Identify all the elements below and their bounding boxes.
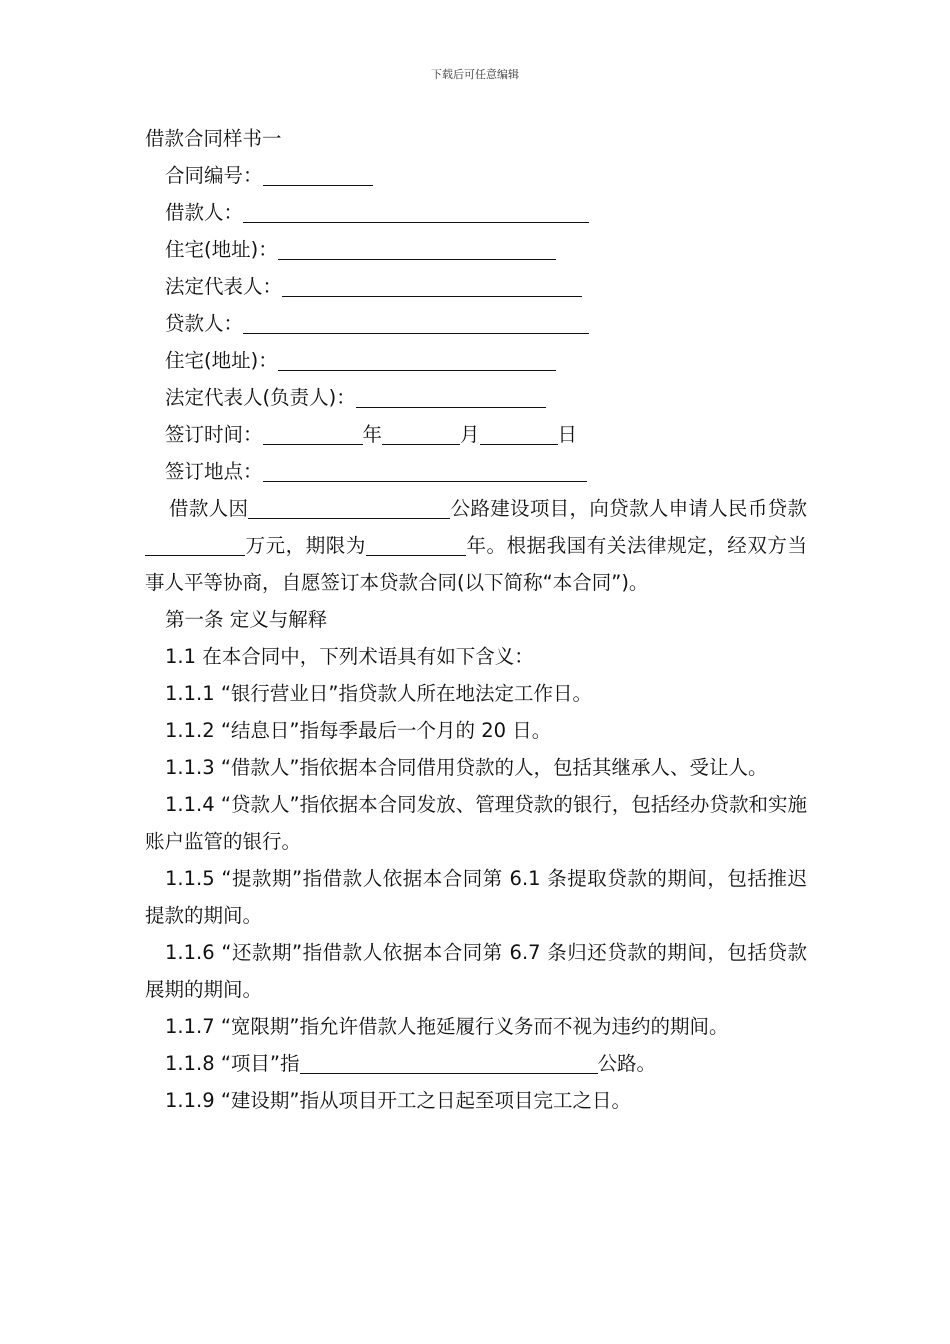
article-1-heading: 第一条 定义与解释 [165,608,328,631]
lender-field [145,305,807,342]
clause-1-1-3: 1.1.3 “借款人”指依据本合同借用贷款的人，包括其继承人、受让人。 [165,756,768,779]
borrower-address-field [145,231,807,268]
sign-day-blank [480,422,558,445]
clause-1-1-7: 1.1.7 “宽限期”指允许借款人拖延履行义务而不视为违约的期间。 [165,1015,729,1038]
clause-1-1: 1.1 在本合同中，下列术语具有如下含义： [165,645,534,668]
contract-body [145,120,807,1119]
intro-paragraph [145,490,807,601]
clause-1-1-2: 1.1.2 “结息日”指每季最后一个月的 20 日。 [165,719,552,742]
project-blank [300,1051,598,1074]
intro-text-d: 年。根据我国有关法律规定，经双方当事人平等协商，自愿签订本贷款合同(以下简称“本合同”)。 [145,534,807,594]
year-label: 年 [362,423,383,446]
lender-rep-label: 法定代表人(负责人)： [165,386,356,409]
lender-address-field [145,342,807,379]
loan-amount-blank [145,533,245,556]
contract-number-field [145,157,807,194]
intro-text-c: 万元，期限为 [245,534,366,557]
clause-1-1-8 [145,1045,807,1082]
lender-label: 贷款人： [165,312,244,335]
borrower-rep-field [145,268,807,305]
borrower-blank [243,200,589,223]
page-header: 下载后可任意编辑 [431,68,519,81]
lender-blank [243,311,589,334]
borrower-address-blank [278,237,556,260]
sign-place-label: 签订地点： [165,460,263,483]
clause-1-1-6: 1.1.6 “还款期”指借款人依据本合同第 6.7 条归还贷款的期间，包括贷款展期的期间。 [145,941,807,1001]
intro-text-b: 公路建设项目，向贷款人申请人民币贷款 [450,497,807,520]
lender-rep-blank [356,385,546,408]
clause-1-1-8-text-b: 公路。 [597,1052,657,1075]
document-title: 借款合同样书一 [145,127,282,150]
borrower-rep-blank [282,274,582,297]
borrower-field [145,194,807,231]
contract-number-blank [263,163,373,186]
clause-1-1-5: 1.1.5 “提款期”指借款人依据本合同第 6.1 条提取贷款的期间，包括推迟提款的期间。 [145,867,807,927]
borrower-label: 借款人： [165,201,244,224]
sign-month-blank [382,422,460,445]
day-label: 日 [557,423,578,446]
lender-address-label: 住宅(地址)： [165,349,278,372]
clause-1-1-1: 1.1.1 “银行营业日”指贷款人所在地法定工作日。 [165,682,593,705]
borrower-rep-label: 法定代表人： [165,275,283,298]
loan-term-blank [366,533,466,556]
contract-number-label: 合同编号： [165,164,263,187]
sign-year-blank [263,422,363,445]
sign-place-field [145,453,807,490]
borrower-address-label: 住宅(地址)： [165,238,278,261]
sign-place-blank [263,459,587,482]
clause-1-1-9: 1.1.9 “建设期”指从项目开工之日起至项目完工之日。 [165,1089,632,1112]
project-name-blank [248,496,450,519]
intro-text-a: 借款人因 [169,497,249,520]
clause-1-1-8-text-a: 1.1.8 “项目”指 [165,1052,300,1075]
sign-time-label: 签订时间： [165,423,263,446]
sign-time-field [145,416,807,453]
clause-1-1-4: 1.1.4 “贷款人”指依据本合同发放、管理贷款的银行，包括经办贷款和实施账户监管的银行。 [145,793,807,853]
lender-rep-field [145,379,807,416]
lender-address-blank [278,348,556,371]
month-label: 月 [460,423,480,446]
